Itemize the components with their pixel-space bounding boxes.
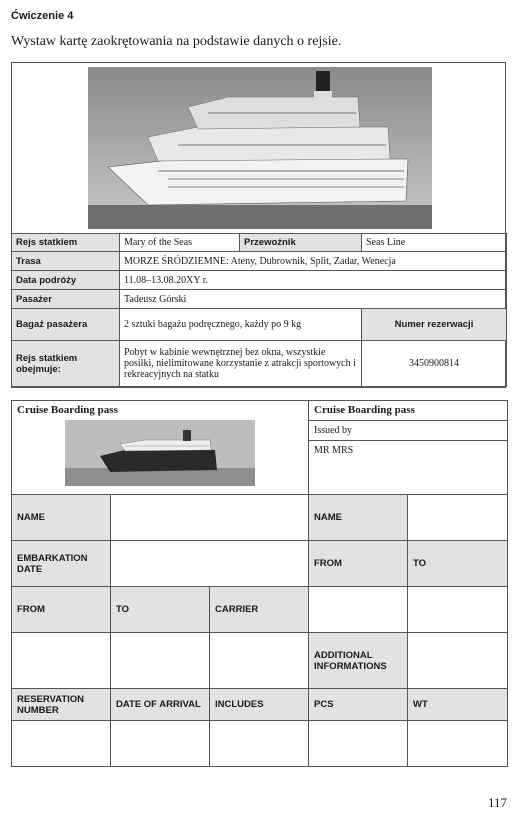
value-includes: Pobyt w kabinie wewnętrznej bez okna, wszystkie posiłki, nielimitowane korzystanie z atrakcji sportowych i rekreacyjnych na statku bbox=[120, 341, 362, 387]
from-field-right[interactable] bbox=[309, 587, 408, 633]
label-includes: Rejs statkiem obejmuje: bbox=[12, 341, 120, 387]
to-label-right: TO bbox=[408, 541, 508, 587]
cruise-info-panel bbox=[11, 62, 506, 388]
value-luggage: 2 sztuki bagażu podręcznego, każdy po 9 kg bbox=[120, 309, 362, 341]
mr-mrs-label: MR MRS bbox=[309, 441, 508, 495]
to-field[interactable] bbox=[111, 633, 210, 689]
pcs-field[interactable] bbox=[309, 721, 408, 767]
to-field-right[interactable] bbox=[408, 587, 508, 633]
cruise-info-table bbox=[11, 233, 507, 387]
name-field[interactable] bbox=[111, 495, 309, 541]
label-carrier: Przewoźnik bbox=[240, 234, 362, 252]
boarding-pass-title-right: Cruise Boarding pass bbox=[309, 401, 508, 421]
boarding-ship-photo bbox=[65, 420, 255, 486]
additional-info-field[interactable] bbox=[408, 633, 508, 689]
reservation-number-label: RESERVATION NUMBER bbox=[12, 689, 111, 721]
value-passenger: Tadeusz Górski bbox=[120, 290, 507, 309]
from-label-right: FROM bbox=[309, 541, 408, 587]
page-number: 117 bbox=[487, 795, 507, 810]
label-ship: Rejs statkiem bbox=[12, 234, 120, 252]
embarkation-date-field[interactable] bbox=[111, 541, 309, 587]
name-label: NAME bbox=[12, 495, 111, 541]
to-label: TO bbox=[111, 587, 210, 633]
cruise-ship-photo bbox=[88, 67, 432, 229]
boarding-pass-main-header bbox=[12, 401, 309, 495]
boarding-pass bbox=[11, 400, 507, 782]
value-route: MORZE ŚRÓDZIEMNE: Ateny, Dubrownik, Split, Zadar, Wenecja bbox=[120, 252, 507, 271]
carrier-field[interactable] bbox=[210, 633, 309, 689]
issued-by-label: Issued by bbox=[309, 421, 508, 441]
label-date: Data podróży bbox=[12, 271, 120, 290]
reservation-number-field[interactable] bbox=[12, 721, 111, 767]
date-of-arrival-field[interactable] bbox=[111, 721, 210, 767]
wt-label: WT bbox=[408, 689, 508, 721]
carrier-label: CARRIER bbox=[210, 587, 309, 633]
from-label: FROM bbox=[12, 587, 111, 633]
value-reservation: 3450900814 bbox=[362, 341, 507, 387]
embarkation-date-label: EMBARKATION DATE bbox=[12, 541, 111, 587]
additional-info-label: ADDITIONAL INFORMATIONS bbox=[309, 633, 408, 689]
label-passenger: Pasażer bbox=[12, 290, 120, 309]
includes-label: INCLUDES bbox=[210, 689, 309, 721]
includes-field[interactable] bbox=[210, 721, 309, 767]
value-carrier: Seas Line bbox=[362, 234, 507, 252]
name-label-right: NAME bbox=[309, 495, 408, 541]
wt-field[interactable] bbox=[408, 721, 508, 767]
date-of-arrival-label: DATE OF ARRIVAL bbox=[111, 689, 210, 721]
value-ship: Mary of the Seas bbox=[120, 234, 240, 252]
label-reservation: Numer rezerwacji bbox=[362, 309, 507, 341]
exercise-instruction: Wystaw kartę zaokrętowania na podstawie danych o rejsie. bbox=[11, 34, 342, 49]
value-date: 11.08–13.08.20XY r. bbox=[120, 271, 507, 290]
boarding-pass-title-left: Cruise Boarding pass bbox=[17, 404, 118, 416]
pcs-label: PCS bbox=[309, 689, 408, 721]
exercise-heading: Ćwiczenie 4 bbox=[11, 10, 74, 22]
boarding-pass-table bbox=[11, 400, 508, 767]
label-route: Trasa bbox=[12, 252, 120, 271]
name-field-right[interactable] bbox=[408, 495, 508, 541]
label-luggage: Bagaż pasażera bbox=[12, 309, 120, 341]
from-field[interactable] bbox=[12, 633, 111, 689]
